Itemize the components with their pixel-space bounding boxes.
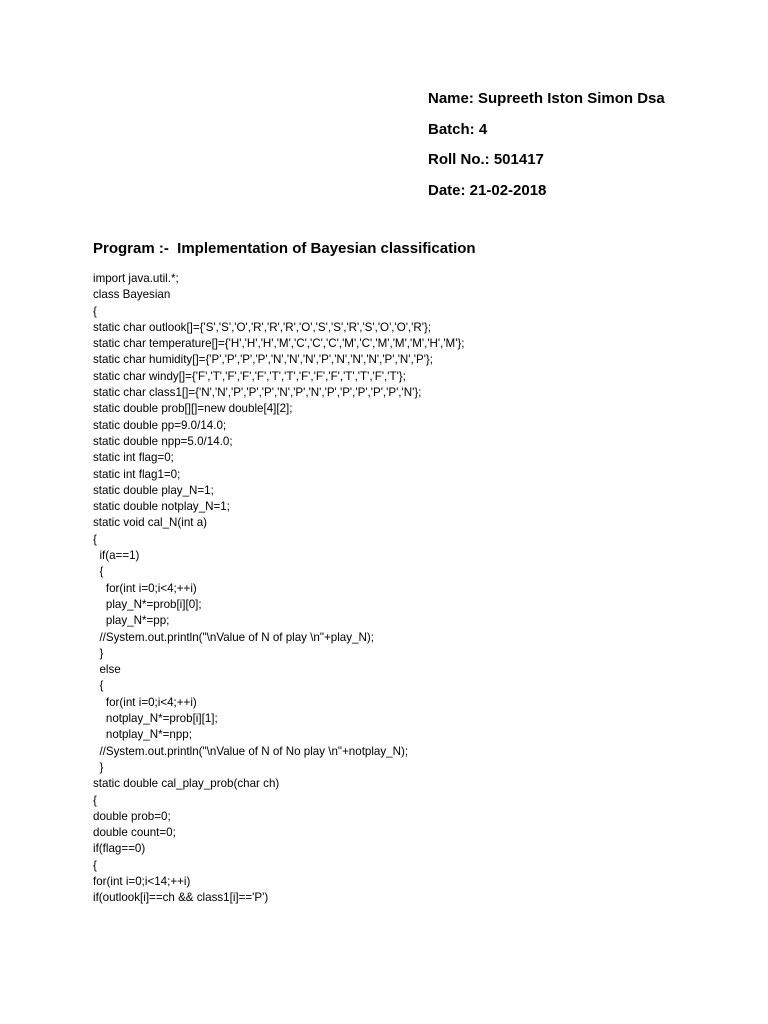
code-line: class Bayesian xyxy=(93,288,171,302)
code-line: if(a==1) xyxy=(93,549,140,563)
code-line: { xyxy=(93,565,104,579)
roll-number: Roll No.: 501417 xyxy=(428,151,544,168)
code-line: import java.util.*; xyxy=(93,272,179,285)
code-line: if(flag==0) xyxy=(93,842,146,856)
code-line: { xyxy=(93,858,97,872)
code-line: static int flag1=0; xyxy=(93,467,181,481)
student-name: Name: Supreeth Iston Simon Dsa xyxy=(428,90,665,107)
batch-number: Batch: 4 xyxy=(428,120,488,138)
code-line: static char humidity[]={'P','P','P','P','N','N','N','P','N','N','N','P','N','P'}; xyxy=(93,353,433,367)
code-line: static char windy[]={'F','T','F','F','F','T','T','F','F','F','T','T','F','T'}; xyxy=(93,369,406,383)
code-line: //System.out.println("\nValue of N of play \n"+play_N); xyxy=(93,630,374,644)
code-line: static double prob[][]=new double[4][2]; xyxy=(93,402,293,416)
code-line: } xyxy=(93,760,104,774)
code-line: notplay_N*=npp; xyxy=(93,728,192,742)
code-line: static char temperature[]={'H','H','H','M','C','C','C','M','C','M','M','M','H','M'}; xyxy=(93,337,465,351)
code-line: static void cal_N(int a) xyxy=(93,516,208,530)
code-line: notplay_N*=prob[i][1]; xyxy=(93,712,218,726)
code-line: static int flag=0; xyxy=(93,451,174,465)
code-line: static char outlook[]={'S','S','O','R','R','R','O','S','S','R','S','O','O','R'}; xyxy=(93,320,432,334)
code-line: //System.out.println("\nValue of N of No play \n"+notplay_N); xyxy=(93,744,409,758)
code-line: { xyxy=(93,532,97,546)
code-line: static double pp=9.0/14.0; xyxy=(93,418,227,432)
code-line: { xyxy=(93,793,97,807)
code-line: play_N*=prob[i][0]; xyxy=(93,597,202,611)
code-line: static char class1[]={'N','N','P','P','P','N','P','N','P','P','P','P','P','N'}; xyxy=(93,386,422,400)
student-info xyxy=(428,86,665,208)
code-line: for(int i=0;i<14;++i) xyxy=(93,874,191,888)
code-line: for(int i=0;i<4;++i) xyxy=(93,581,197,595)
code-line: } xyxy=(93,646,104,660)
code-line: static double notplay_N=1; xyxy=(93,500,230,514)
code-line: play_N*=pp; xyxy=(93,614,170,628)
code-line: { xyxy=(93,679,104,693)
submission-date: Date: 21-02-2018 xyxy=(428,181,547,199)
code-line: { xyxy=(93,304,97,318)
code-listing xyxy=(93,271,465,907)
code-line: if(outlook[i]==ch && class1[i]=='P') xyxy=(93,891,269,905)
code-line: double count=0; xyxy=(93,826,176,840)
code-line: double prob=0; xyxy=(93,809,171,823)
code-line: static double npp=5.0/14.0; xyxy=(93,434,233,448)
code-line: else xyxy=(93,663,121,677)
code-line: static double cal_play_prob(char ch) xyxy=(93,777,280,791)
code-line: for(int i=0;i<4;++i) xyxy=(93,695,197,709)
program-title: Program :- Implementation of Bayesian classification xyxy=(93,240,476,257)
code-line: static double play_N=1; xyxy=(93,483,214,497)
